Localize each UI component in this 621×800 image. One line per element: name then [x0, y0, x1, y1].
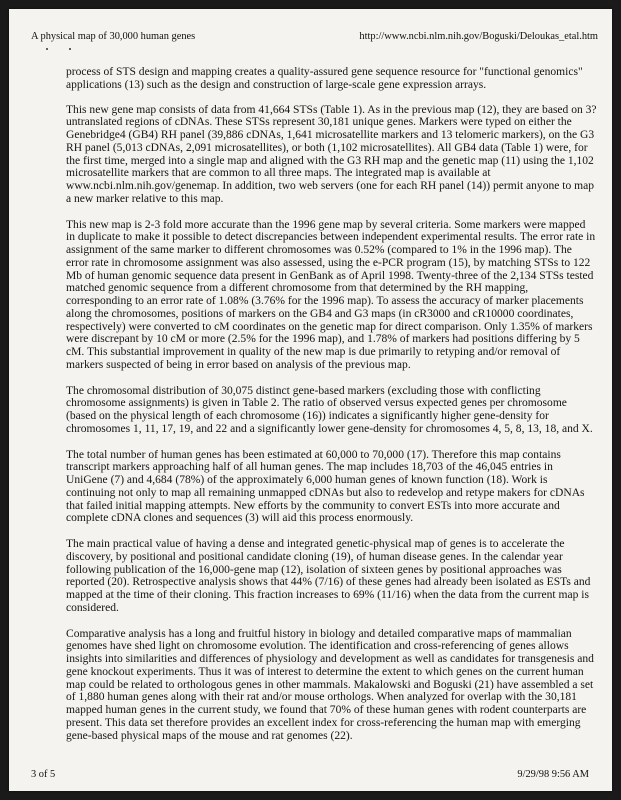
- paragraph: This new gene map consists of data from 41,664 STSs (Table 1). As in the previous map (12), they are based on 3? untranslated regions of cDNAs. These STSs represent 30,181 unique genes. Markers were typed on either the Genebridge4 (GB4) RH panel (39,886 cDNAs, 1,641 microsatellite markers and 13 telomeric markers), on the G3 RH panel (5,013 cDNAs, 2,091 microsatellites), or both (1,102 microsatellites). All GB4 data (Table 1) were, for the first time, merged into a single map and aligned with the G3 RH map and the genetic map (11) using the 1,102 microsatellite markers that are common to all three maps. The integrated map is available at www.ncbi.nlm.nih.gov/genemap. In addition, two web servers (one for each RH panel (14)) permit anyone to map a new marker relative to this map.: [66, 103, 597, 205]
- paragraph: This new map is 2-3 fold more accurate than the 1996 gene map by several criteria. Some markers were mapped in duplicate to make it possible to detect discrepancies between independent experimental results. The error rate in assignment of the same marker to different chromosomes was 0.52% (compared to 1% in the 1996 map). The error rate in chromosome assignment was also assessed, using the e-PCR program (15), by matching STSs to 122 Mb of human genomic sequence data present in GenBank as of April 1998. Twenty-three of the 2,134 STSs tested matched genomic sequence from a different chromosome from that determined by the RH mapping, corresponding to an error rate of 1.08% (3.76% for the 1996 map). To assess the accuracy of marker placements along the chromosomes, positions of markers on the GB4 and G3 maps (in cR3000 and cR10000 coordinates, respectively) were converted to cM coordinates on the genetic map for direct comparison. Only 1.35% of markers were discrepant by 10 cM or more (2.5% for the 1996 map), and 1.78% of markers had positions differing by 5 cM. This substantial improvement in quality of the new map is due primarily to retyping and/or removal of markers suspected of being in error based on analysis of the previous map.: [66, 218, 596, 371]
- paragraph: The total number of human genes has been estimated at 60,000 to 70,000 (17). Therefore this map contains transcript markers approaching half of all human genes. The map includes 18,703 of the 46,045 entries in UniGene (7) and 4,684 (78%) of the approximately 6,000 human genes of known function (18). Work is continuing not only to map all remaining unmapped cDNAs but also to redevelop and retype makers for cDNAs that failed initial mapping attempts. New efforts by the community to convert ESTs into more accurate and complete cDNA clones and sequences (3) will aid this process enormously.: [66, 448, 585, 525]
- print-datetime: 9/29/98 9:56 AM: [517, 769, 589, 780]
- page-title: A physical map of 30,000 human genes: [31, 31, 196, 42]
- page-url: http://www.ncbi.nlm.nih.gov/Boguski/Deloukas_etal.htm: [359, 31, 598, 42]
- stray-mark: [69, 48, 71, 50]
- paragraph: The chromosomal distribution of 30,075 distinct gene-based markers (excluding those with conflicting chromosome assignments) is given in Table 2. The ratio of observed versus expected genes per chromosome (based on the physical length of each chromosome (16)) indicates a significantly higher gene-density for chromosomes 1, 11, 17, 19, and 22 and a significantly lower gene-density for chromosomes 4, 5, 8, 13, 18, and X.: [66, 384, 593, 435]
- stray-mark: [46, 48, 48, 50]
- paragraph: The main practical value of having a dense and integrated genetic-physical map of genes is to accelerate the discovery, by positional and positional candidate cloning (19), of human disease genes. In the calendar year following publication of the 16,000-gene map (12), isolation of sixteen genes by positional approaches was reported (20). Retrospective analysis shows that 44% (7/16) of these genes had already been isolated as ESTs and mapped at the time of their cloning. This fraction increases to 69% (11/16) when the data from the current map is considered.: [66, 538, 591, 614]
- page-number: 3 of 5: [31, 769, 56, 780]
- paragraph: process of STS design and mapping creates a quality-assured gene sequence resource for "functional genomics" applications (13) such as the design and construction of large-scale gene expression arrays.: [66, 66, 583, 91]
- article-body: [66, 66, 597, 755]
- paragraph: Comparative analysis has a long and fruitful history in biology and detailed comparative maps of mammalian genomes have shed light on chromosome evolution. The identification and cross-referencing of genes allows insights into similarities and differences of physiology and development as well as candidates for transgenesis and gene knockout experiments. Thus it was of interest to determine the extent to which genes on the current human map could be related to orthologous genes in other mammals. Makalowski and Boguski (21) have assembled a set of 1,880 human genes along with their rat and/or mouse orthologs. When analyzed for overlap with the 30,181 mapped human genes in the current study, we found that 70% of these human genes with rodent counterparts are present. This data set therefore provides an excellent index for cross-referencing the human map with emerging gene-based physical maps of the mouse and rat genomes (22).: [66, 627, 594, 742]
- printed-page: [9, 9, 612, 791]
